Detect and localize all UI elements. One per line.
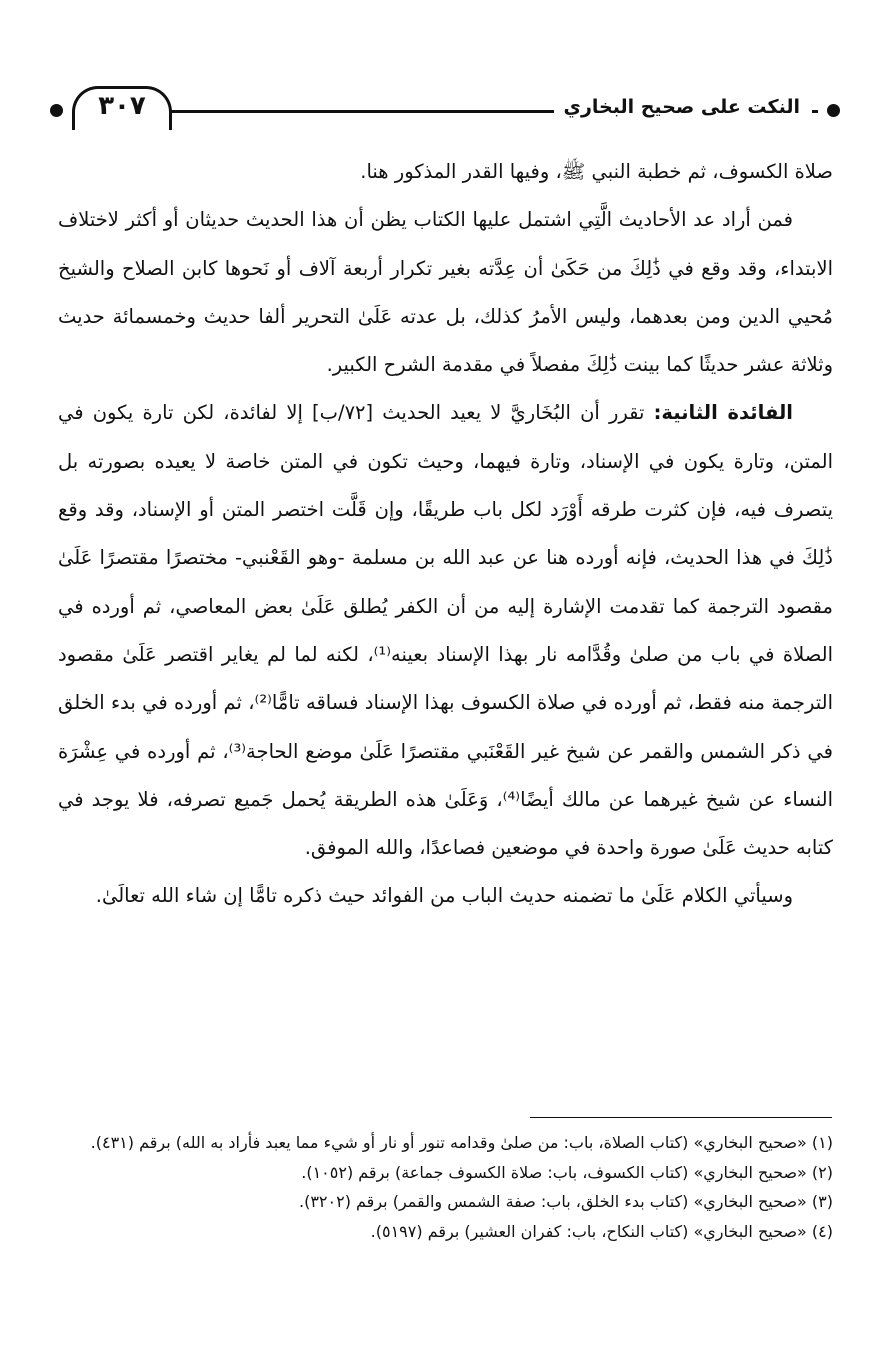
section-heading: الفائدة الثانية: [653,401,793,425]
paragraph-2: فمن أراد عد الأحاديث الَّتِي اشتمل عليها الكتاب يظن أن هذا الحديث حديثان أو أكثر لاختلاف الابتداء، وقد وقع في ذَٰلِكَ من حَكَىٰ أن عِدَّته بغير تكرار أربعة آلاف أو نَحوها كابن الصلاح والشيخ مُحيي الدين ومن بعدهما، وليس الأمرُ كذلك، بل عدته عَلَىٰ التحرير ألفا حديث وخمسمائة حديث وثلاثة عشر حديثًا كما بينت ذَٰلِكَ مفصلاً في مقدمة الشرح الكبير. [58,208,833,377]
header-dot-left [50,104,63,117]
footnote-separator [530,1117,832,1118]
footnotes [58,1128,833,1246]
footnote-4: (٤) «صحيح البخاري» (كتاب النكاح، باب: كفران العشير) برقم (٥١٩٧). [370,1221,833,1241]
paragraph-4: وسيأتي الكلام عَلَىٰ ما تضمنه حديث الباب من الفوائد حيث ذكره تامًّا إن شاء الله تعالَىٰ. [95,884,793,908]
paragraph-3 [58,389,833,872]
paragraph-3-text: تقرر أن البُخَاريَّ لا يعيد الحديث [٧٢/ب] إلا لفائدة، لكن تارة يكون في المتن، وتارة يكون في الإسناد، وتارة فيهما، وحيث تكون في المتن خاصة لا يعيده بصورته بل يتصرف فيه، فإن كثرت طرقه أَوْرَد لكل باب طريقًا، وإن قَلَّت اختصر المتن أو الإسناد، وقد وقع ذَٰلِكَ في هذا الحديث، فإنه أورده هنا عن عبد الله بن مسلمة -وهو القَعْنبي- مختصرًا مقتصرًا عَلَىٰ مقصود الترجمة كما تقدمت الإشارة إليه من أن الكفر يُطلق عَلَىٰ بعض المعاصي، ثم أورده في الصلاة في باب من صلىٰ وقُدَّامه نار بهذا الإسناد بعينه⁽¹⁾، لكنه لما لم يغاير اقتصر عَلَىٰ مقصود الترجمة منه فقط، ثم أورده في صلاة الكسوف بهذا الإسناد فساقه تامًّا⁽²⁾، ثم أورده في بدء الخلق في ذكر الشمس والقمر عن شيخ غير القَعْنَبي مقتصرًا عَلَىٰ موضع الحاجة⁽³⁾، ثم أورده في عِشْرَة النساء عن شيخ غيرهما عن مالك أيضًا⁽⁴⁾، وَعَلَىٰ هذه الطريقة يُحمل جَميع تصرفه، فلا يوجد في كتابه حديث عَلَىٰ صورة واحدة في موضعين فصاعدًا، والله الموفق. [58,401,833,860]
paragraph-1: صلاة الكسوف، ثم خطبة النبي ﷺ، وفيها القدر المذكور هنا. [360,160,833,183]
header-dot-right [827,104,840,117]
page-number: ٣٠٧ [98,91,146,121]
running-header [50,82,840,134]
footnote-2: (٢) «صحيح البخاري» (كتاب الكسوف، باب: صلاة الكسوف جماعة) برقم (١٠٥٢). [301,1162,833,1182]
footnote-1: (١) «صحيح البخاري» (كتاب الصلاة، باب: من صلىٰ وقدامه تنور أو نار أو شيء مما يعبد فأراد به الله) برقم (٤٣١). [90,1133,833,1152]
book-title: النكت على صحيح البخاري [554,96,812,118]
page-number-frame [72,86,172,130]
main-text [58,148,833,921]
footnote-3: (٣) «صحيح البخاري» (كتاب بدء الخلق، باب: صفة الشمس والقمر) برقم (٣٢٠٢). [299,1192,833,1211]
